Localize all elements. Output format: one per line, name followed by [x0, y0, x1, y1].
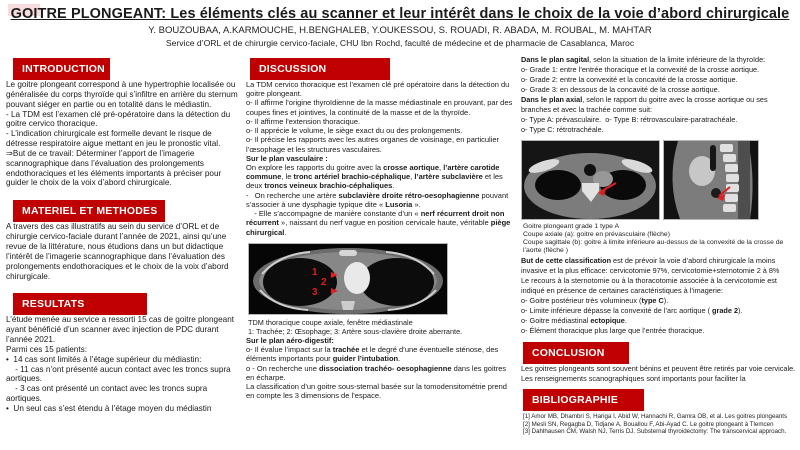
section-heading-bibliographie: BIBLIOGRAPHIE [523, 389, 644, 411]
section-heading-introduction: INTRODUCTION [13, 58, 110, 80]
column-left [6, 58, 239, 414]
label-trachea: 1 [312, 266, 318, 278]
ct-axial-grade1-figure [521, 140, 660, 220]
column-right [521, 55, 796, 436]
introduction-text: Le goitre plongeant correspond à une hypertrophie localisée ou généralisée du corps thyroïde qui s’infiltre en arrière du sternum pouvant siéger en partie ou en totalité dans le médiastin. - La TDM est l’examen clé pré-opératoire dans la détection du goitre cervico thoracique. - L’indication chirurgicale est formelle devant le risque de détresse respiratoire aigue mettant en jeu le pronostic vital. ⇒But de ce travail: Déterminer l’apport de l’imagerie scannographique dans l’évaluation des prolongements endothoraciques et les éléments importants à préciser pour guider le choix de la voix d’abord chirurgicale. [6, 80, 238, 188]
column-middle [246, 58, 513, 400]
section-heading-resultats: RESULTATS [13, 293, 147, 315]
fig2-row [521, 140, 796, 220]
bibliography-ref: [2] Mesli SN, Regagba D, Tidjane A, Bouallou F, Abi-Ayad C. Le goitre plongeant à Tlemcen [523, 420, 774, 428]
fig1-caption: TDM thoracique coupe axiale, fenêtre médiastinale 1: Trachée; 2: Œsophage; 3: Artère sous-clavière droite aberrante. [248, 317, 463, 336]
vertebra [723, 154, 736, 162]
bibliography-list [523, 413, 796, 436]
classification-but-text: But de cette classification est de prévoir la voie d’abord chirurgicale la moins invasive et la plus efficace: cervicotomie 97%, cervicotomie+sternotomie 2 à 8% Le recours à la sternotomie ou à la thoracotomie associée à la cervicotomie est indiqué en présence de certaines caractéristiques à l’imagerie: o- Goitre postérieur très volumineux (type C). o- Limite inférieure dépasse la convexité de l’arc aortique ( grade 2). o- Goitre médiastinal ectopique. o- Élément thoracique plus large que l’entrée thoracique. [521, 255, 780, 336]
section-heading-discussion: DISCUSSION [250, 58, 390, 80]
back-soft-tissue [738, 141, 750, 219]
bibliography-ref: [1] Amor MB, Dhambri S, Hariga I, Abid W, Hannachi R, Gamra OB, et al. Les goitres plongeants [523, 413, 788, 421]
classification-plans-text: Dans le plan sagital, selon la situation de la limite inférieure de la thyroïde: o- Grade 1: entre l’entrée thoracique et la convexité de la crosse aortique. o- Grade 2: entre la convexité et la concavité de la crosse aortique. o- Grade 3: en dessous de la concavité de la crosse aortique. Dans le plan axial, selon le rapport du goitre avec la crosse aortique ou ses branches et avec la trachée comme suit: o- Type A: prévasculaire. o- Type B: rétrovasculaire-paratrachéale. o- Type C: rétrotrachéale. [521, 55, 768, 135]
bibliography-ref: [3] Dahlhausen CM, Walsh NJ, Terris DJ. Substernal thyroidectomy: The transcervical approach. [523, 428, 787, 436]
ct-axial-mediastinal-figure [248, 243, 448, 315]
vertebra [720, 144, 733, 152]
conclusion-text: Les goitres plongeants sont souvent bénins et peuvent être retirés par voie cervicale. Les renseignements scanographiques sont importants pour faciliter la [521, 364, 796, 384]
section-heading-materiel-methodes: MATERIEL ET METHODES [13, 200, 165, 222]
trachea-sagittal [710, 145, 716, 171]
vertebra [725, 194, 738, 202]
trachea [584, 164, 596, 176]
vertebra [726, 174, 739, 182]
poster-authors: Y. BOUZOUBAA, A.KARMOUCHE, H.BENGHALEB, Y.OUKESSOU, S. ROUADI, R. ABADA, M. ROUBAL, M. MAHTAR [148, 25, 652, 36]
aero-digestif-text: Sur le plan aéro-digestif: o- Il évalue l’impact sur la trachée et le degré d’une éventuelle sténose, des éléments importants pour guider l’intubation. o - On recherche une dissociation trachéo- oesophagienne dans les goitres en écharpe. La classification d’un goitre sous-sternal basée sur la tomodensitométrie prend en compte les 3 dimensions de l’espace. [246, 335, 507, 401]
ct-sagittal-grade1-figure [663, 140, 759, 220]
poster-header [0, 6, 800, 48]
vertebra [725, 164, 738, 172]
aortic-arch [344, 262, 370, 294]
poster-affiliation: Service d’ORL et de chirurgie cervico-faciale, CHU Ibn Rochd, faculté de médecine et de pharmacie de Casablanca, Maroc [165, 38, 635, 48]
vertebra [341, 301, 355, 310]
poster-title: GOITRE PLONGEANT: Les éléments clés au scanner et leur intérêt dans le choix de la voie d’abord chirurgicale [10, 6, 790, 22]
materiel-methodes-text: A travers des cas illustratifs au sein du service d’ORL et de chirurgie cervico-faciale durant l’année de 2021, ainsi qu’une revue de la littérature, nous étudions dans un but didactique l’intérêt de l’imagerie scannographique dans l’évaluation des prolongements endothoraciques et le choix de la voix d’abord chirurgicale. [6, 222, 229, 281]
label-oesophagus: 2 [321, 276, 327, 288]
sternum [339, 250, 357, 256]
discussion-text: La TDM cervico thoracique est l’examen clé pré opératoire dans la détection du goitre plongeant. o- Il affirme l’origine thyroïdienne de la masse médiastinale en prouvant, par des coupes fines et jointives, la continuité de la masse et de la thyroïde. o- Il affirme l’extension thoracique. o- Il apprécie le volume, le siège exact du ou des prolongements. o- Il précise les rapports avec les autres organes de voisinage, en particulier l’œsophage et les structures vasculaires. Sur le plan vasculaire : On explore les rapports du goitre avec la crosse aortique, l’artère carotide commune, le tronc artériel brachio-céphalique, l’artère subclavière et les deux troncs veineux brachio-céphaliques. - On recherche une artère subclavière droite rétro-oesophagienne pouvant s’associer à une dysphagie typique dite « Lusoria ». - Elle s’accompagne de manière constante d’un « nerf récurrent droit non récurrent », naissant du nerf vague en position cervicale haute, véritable piège chirurgical. [246, 80, 513, 237]
right-lung-apex [535, 170, 581, 200]
fig2-caption: Goitre plongeant grade 1 type A Coupe axiale (a): goitre en prévasculaire (flèche) Coupe sagittale (b): goitre à limite inférieure au-dessus de la convexité de la crosse de l’aorte (flèche ) [523, 222, 784, 255]
label-aberrant-artery: 3 [312, 286, 318, 298]
vertebra [723, 204, 736, 212]
resultats-text: L’étude menée au service a ressorti 15 cas de goitre plongeant ayant bénéficié d’un scanner avec injection de PDC durant l’année 2021. Parmi ces 15 patients: • 14 cas sont limités à l’étage supérieur du médiastin: - 11 cas n’ont présenté aucun contact avec les troncs supra aortiques. - 3 cas ont présenté un contact avec les troncs supra aortiques. • Un seul cas s’est étendu à l’étage moyen du médiastin [6, 315, 235, 413]
section-heading-conclusion: CONCLUSION [523, 342, 629, 364]
